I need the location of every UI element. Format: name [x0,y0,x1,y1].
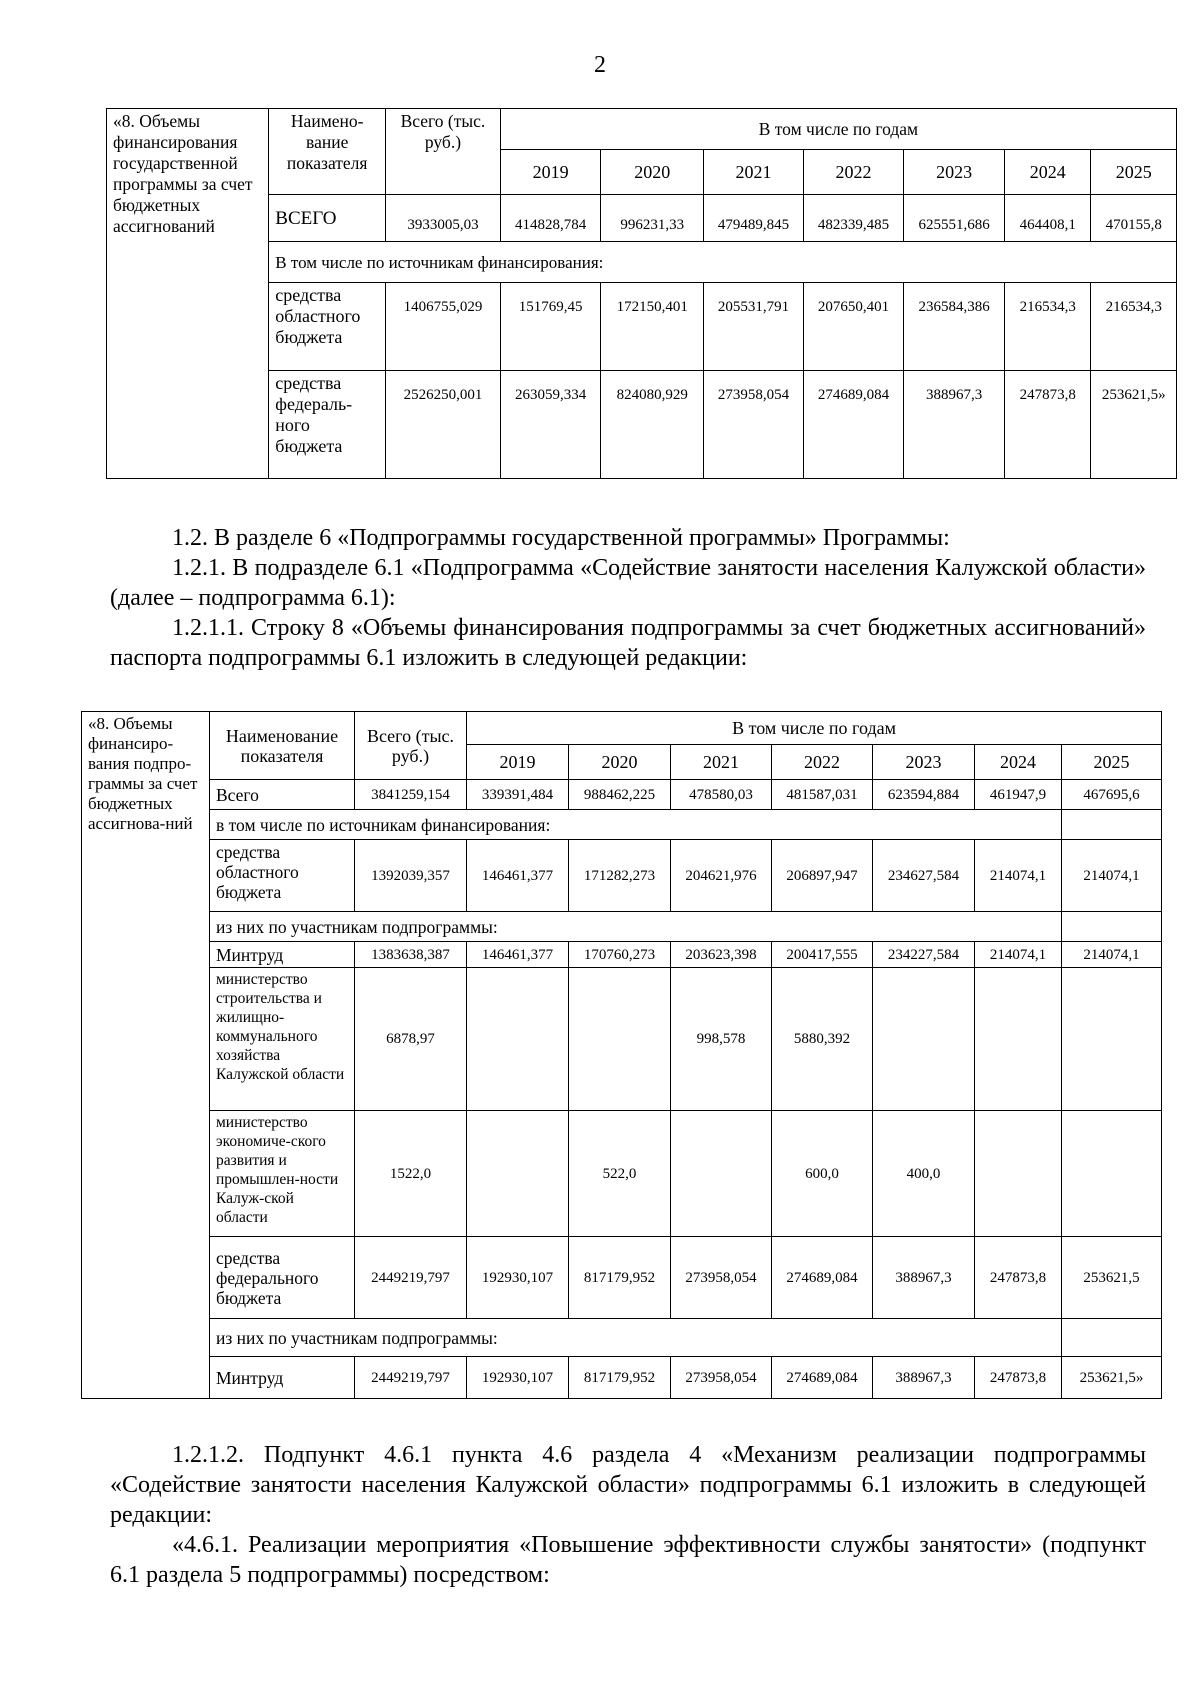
table2-minstroy-label: министерство строительства и жилищно-коммунального хозяйства Калужской области [210,968,355,1111]
table2-cell: 274689,084 [772,1237,873,1319]
table1-cell: 263059,334 [500,371,601,479]
table2-empty-cell [1062,810,1162,840]
table1-cell: 205531,791 [704,283,804,371]
table1-cell: 625551,686 [904,195,1005,242]
table1-row-label: средства областного бюджета [269,283,386,371]
table1-cell: 216534,3 [1004,283,1091,371]
table2-total-value: 3841259,154 [355,780,467,810]
table1-cell: 247873,8 [1004,371,1091,479]
table1-cell: 479489,845 [704,195,804,242]
table2-cell: 146461,377 [467,942,569,968]
table1-years-header: В том числе по годам [500,109,1176,150]
table1-year: 2021 [704,150,804,195]
table1-sources-label: В том числе по источникам финансирования: [269,242,1177,283]
table2-years-header: В том числе по годам [467,712,1162,745]
table1-cell: 470155,8 [1091,195,1177,242]
table1-year: 2023 [904,150,1005,195]
table2-cell: 522,0 [569,1111,671,1237]
paragraph-1-2-1: 1.2.1. В подразделе 6.1 «Подпрограмма «Содействие занятости населения Калужской области» (далее – подпрограмма 6.1): [110,555,1146,611]
table2-cell: 817179,952 [569,1237,671,1319]
table2-cell: 247873,8 [975,1357,1062,1399]
table1-cell: 464408,1 [1004,195,1091,242]
table1-year: 2025 [1091,150,1177,195]
table2-empty-cell [1062,1319,1162,1357]
table2-cell [975,968,1062,1111]
table1-cell: 172150,401 [601,283,704,371]
table1-cell: 273958,054 [704,371,804,479]
table2-cell: 623594,884 [873,780,975,810]
table2-year: 2022 [772,745,873,780]
table2-cell [467,968,569,1111]
table2-cell: 339391,484 [467,780,569,810]
table1-year: 2024 [1004,150,1091,195]
table2-mintrud-total: 2449219,797 [355,1357,467,1399]
table2-participants-label: из них по участникам подпрограммы: [210,1319,1062,1357]
table1-cell: 388967,3 [904,371,1005,479]
table2-cell: 253621,5 [1062,1237,1162,1319]
table1-year: 2019 [500,150,601,195]
table2-cell: 206897,947 [772,840,873,912]
table2-cell: 253621,5» [1062,1357,1162,1399]
table2-col-total-header: Всего (тыс. руб.) [355,712,467,780]
table2-mintrud-total: 1383638,387 [355,942,467,968]
table2-federal-total: 2449219,797 [355,1237,467,1319]
table2-cell [1062,968,1162,1111]
table2-mintrud-label: Минтруд [210,1357,355,1399]
table2-cell: 481587,031 [772,780,873,810]
table2-cell: 170760,273 [569,942,671,968]
table2-cell: 214074,1 [1062,942,1162,968]
table2-cell [569,968,671,1111]
table2-col-name-header: Наименование показателя [210,712,355,780]
table2-year: 2020 [569,745,671,780]
table2-cell: 817179,952 [569,1357,671,1399]
table2-cell [467,1111,569,1237]
table2-cell [975,1111,1062,1237]
table2-year: 2023 [873,745,975,780]
table2-cell: 247873,8 [975,1237,1062,1319]
table2-empty-cell [1062,912,1162,942]
table2-cell [873,968,975,1111]
table2-cell: 200417,555 [772,942,873,968]
table1-cell: 824080,929 [601,371,704,479]
table1-title-cell: «8. Объемы финансирования государственной программы за счет бюджетных ассигнований [107,109,269,479]
table1-cell: 236584,386 [904,283,1005,371]
table2-cell: 600,0 [772,1111,873,1237]
table1-col-name-header: Наимено-вание показателя [269,109,386,195]
table2-participants-label: из них по участникам подпрограммы: [210,912,1062,942]
table2-cell: 273958,054 [671,1237,772,1319]
table2-cell: 204621,976 [671,840,772,912]
table2-minecon-total: 1522,0 [355,1111,467,1237]
table2-cell: 478580,03 [671,780,772,810]
table2-cell: 998,578 [671,968,772,1111]
paragraph-4-6-1: «4.6.1. Реализации мероприятия «Повышение эффективности службы занятости» (подпункт 6.1 раздела 5 подпрограммы) посредством: [110,1532,1146,1588]
table2-cell: 274689,084 [772,1357,873,1399]
table1-cell: 274689,084 [803,371,904,479]
table1-col-total-header: Всего (тыс. руб.) [386,109,501,195]
table2-year: 2025 [1062,745,1162,780]
table2-cell: 400,0 [873,1111,975,1237]
table1-year: 2022 [803,150,904,195]
paragraph-1-2-1-2: 1.2.1.2. Подпункт 4.6.1 пункта 4.6 раздела 4 «Механизм реализации подпрограммы «Содействие занятости населения Калужской области» подпрограммы 6.1 изложить в следующей редакции: [110,1442,1146,1528]
table2-cell: 203623,398 [671,942,772,968]
paragraph-1-2: 1.2. В разделе 6 «Подпрограммы государственной программы» Программы: [172,525,950,551]
table2-cell: 171282,273 [569,840,671,912]
table1-cell: 253621,5» [1091,371,1177,479]
table1-cell: 482339,485 [803,195,904,242]
table2-regional-total: 1392039,357 [355,840,467,912]
table2-sources-label: в том числе по источникам финансирования: [210,810,1062,840]
financing-table-subprogram [81,711,1162,1399]
table2-year: 2019 [467,745,569,780]
table1-total-value: 3933005,03 [386,195,501,242]
table2-cell: 461947,9 [975,780,1062,810]
table2-year: 2021 [671,745,772,780]
table2-minstroy-total: 6878,97 [355,968,467,1111]
table2-cell: 234227,584 [873,942,975,968]
table2-minecon-label: министерство экономиче-ского развития и промышлен-ности Калуж-ской области [210,1111,355,1237]
table2-cell: 273958,054 [671,1357,772,1399]
table2-cell: 388967,3 [873,1357,975,1399]
table2-federal-label: средства федерального бюджета [210,1237,355,1319]
table1-cell: 996231,33 [601,195,704,242]
table2-cell: 192930,107 [467,1237,569,1319]
table2-cell [1062,1111,1162,1237]
financing-table-program [106,108,1177,479]
table2-cell: 214074,1 [975,840,1062,912]
table2-title-cell: «8. Объемы финансиро-вания подпро-граммы за счет бюджетных ассигнова-ний [82,712,210,1399]
table1-row-label: средства федераль-ного бюджета [269,371,386,479]
table1-cell: 207650,401 [803,283,904,371]
table2-cell: 988462,225 [569,780,671,810]
table2-cell: 388967,3 [873,1237,975,1319]
paragraph-1-2-1-1: 1.2.1.1. Строку 8 «Объемы финансирования подпрограммы за счет бюджетных ассигнований» паспорта подпрограммы 6.1 изложить в следующей редакции: [110,615,1146,671]
table2-cell: 192930,107 [467,1357,569,1399]
table1-year: 2020 [601,150,704,195]
table1-cell: 151769,45 [500,283,601,371]
table2-cell: 214074,1 [1062,840,1162,912]
table1-row-total: 2526250,001 [386,371,501,479]
table2-cell [671,1111,772,1237]
table1-cell: 414828,784 [500,195,601,242]
table1-cell: 216534,3 [1091,283,1177,371]
table1-row-total: 1406755,029 [386,283,501,371]
table2-year: 2024 [975,745,1062,780]
table2-cell: 467695,6 [1062,780,1162,810]
table2-cell: 234627,584 [873,840,975,912]
table2-regional-label: средства областного бюджета [210,840,355,912]
table1-total-label: ВСЕГО [269,195,386,242]
page-number: 2 [594,52,606,78]
table2-total-label: Всего [210,780,355,810]
table2-cell: 146461,377 [467,840,569,912]
table2-mintrud-label: Минтруд [210,942,355,968]
table2-cell: 214074,1 [975,942,1062,968]
table2-cell: 5880,392 [772,968,873,1111]
